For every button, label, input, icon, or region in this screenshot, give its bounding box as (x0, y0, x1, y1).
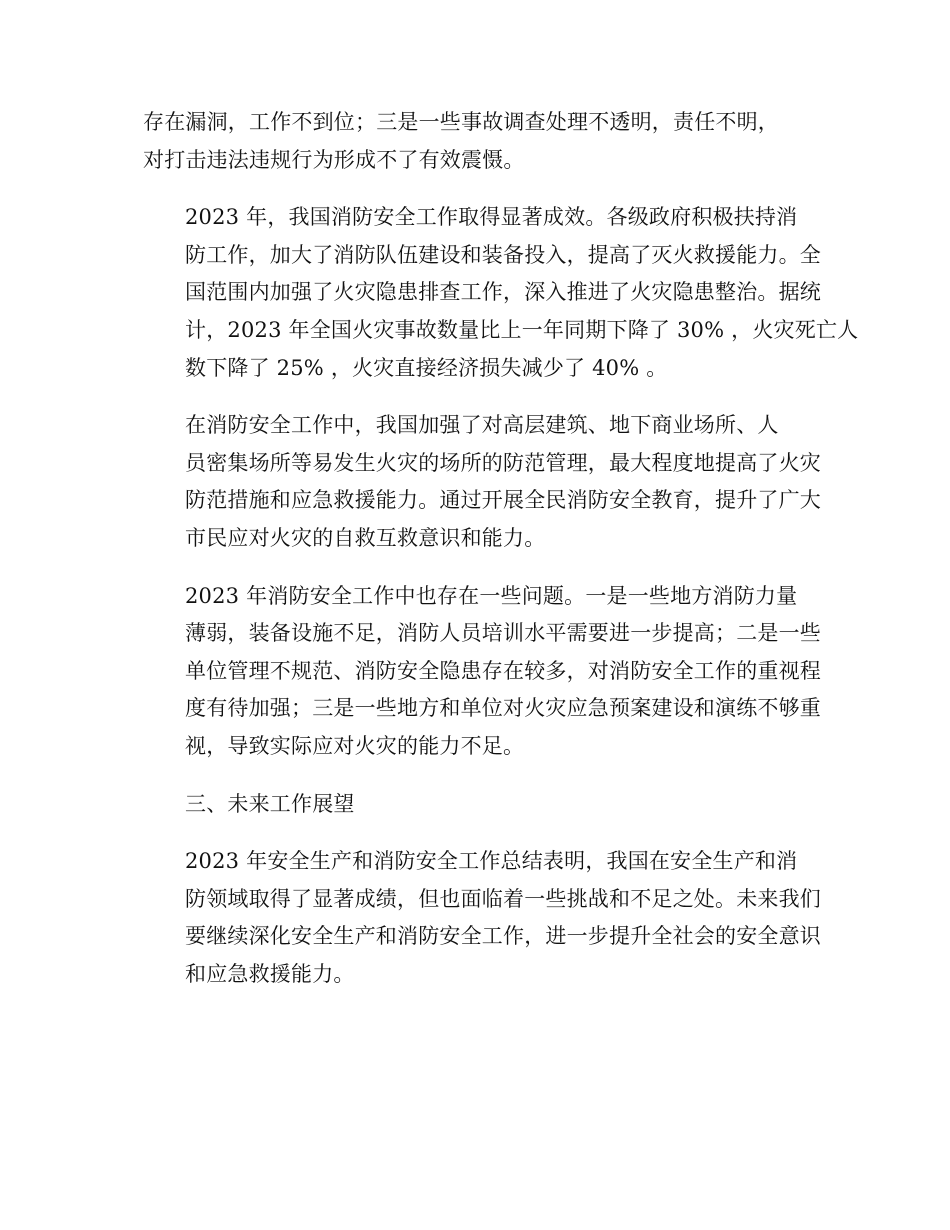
text-line: 视，导致实际应对火灾的能力不足。 (185, 733, 525, 758)
text-line: 计，2023 年全国火灾事故数量比上一年同期下降了 30% ，火灾死亡人 (185, 317, 859, 342)
text-line: 数下降了 25% ，火灾直接经济损失减少了 40% 。 (185, 355, 668, 380)
text-line: 度有待加强；三是一些地方和单位对火灾应急预案建设和演练不够重 (185, 696, 821, 721)
document-body (143, 104, 859, 993)
text-line: 和应急救援能力。 (185, 961, 355, 986)
paragraph-continuation (143, 104, 813, 179)
text-line: 国范围内加强了火灾隐患排查工作，深入推进了火灾隐患整治。据统 (185, 280, 821, 305)
text-line: 要继续深化安全生产和消防安全工作，进一步提升全社会的安全意识 (185, 924, 821, 949)
text-line: 存在漏洞，工作不到位；三是一些事故调查处理不透明，责任不明， (143, 110, 779, 134)
text-line: 2023 年消防安全工作中也存在一些问题。一是一些地方消防力量 (185, 583, 798, 608)
paragraph-existing-problems (143, 578, 821, 766)
text-line: 对打击违法违规行为形成不了有效震慑。 (143, 147, 525, 172)
text-line: 薄弱，装备设施不足，消防人员培训水平需要进一步提高；二是一些 (185, 621, 821, 646)
paragraph-fire-safety-results (143, 199, 859, 387)
text-line: 2023 年，我国消防安全工作取得显著成效。各级政府积极扶持消 (185, 205, 798, 230)
text-line: 防领域取得了显著成绩，但也面临着一些挑战和不足之处。未来我们 (185, 886, 821, 911)
text-line: 单位管理不规范、消防安全隐患存在较多，对消防安全工作的重视程 (185, 658, 821, 683)
text-line: 防工作，加大了消防队伍建设和装备投入，提高了灭火救援能力。全 (185, 242, 821, 267)
section-heading-future-outlook (143, 786, 813, 824)
text-line: 防范措施和应急救援能力。通过开展全民消防安全教育，提升了广大 (185, 488, 821, 513)
text-line: 2023 年安全生产和消防安全工作总结表明，我国在安全生产和消 (185, 849, 798, 874)
paragraph-summary-outlook (143, 843, 821, 993)
text-line: 市民应对火灾的自救互救意识和能力。 (185, 525, 546, 550)
text-line: 员密集场所等易发生火灾的场所的防范管理，最大程度地提高了火灾 (185, 450, 821, 475)
heading-text: 三、未来工作展望 (185, 791, 355, 816)
paragraph-prevention-management (143, 407, 821, 557)
text-line: 在消防安全工作中，我国加强了对高层建筑、地下商业场所、人 (185, 413, 779, 438)
